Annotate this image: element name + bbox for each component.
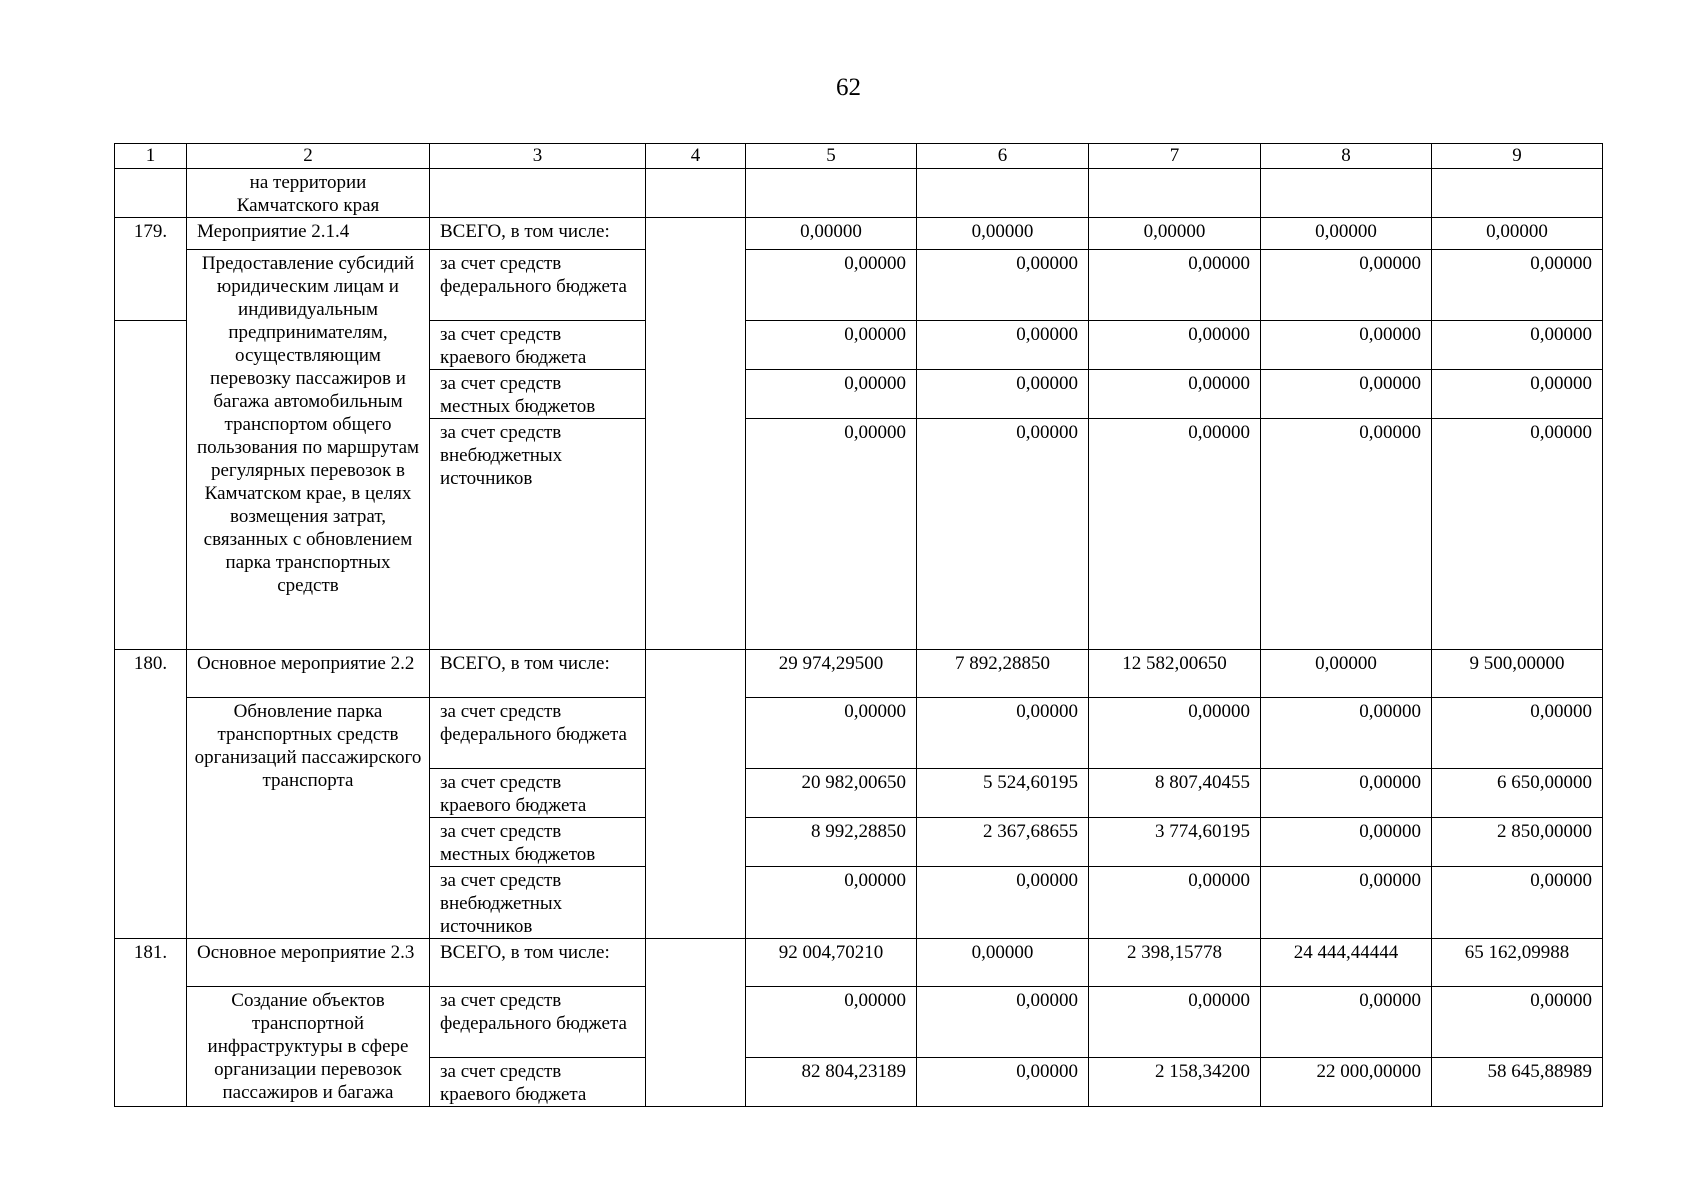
value-cell: 2 850,00000 bbox=[1432, 818, 1603, 867]
value-cell: 0,00000 bbox=[1089, 321, 1261, 370]
column-number: 1 bbox=[115, 144, 187, 169]
value-cell: 8 807,40455 bbox=[1089, 769, 1261, 818]
value-cell: 0,00000 bbox=[746, 867, 917, 939]
total-value: 0,00000 bbox=[917, 218, 1089, 250]
row-number: 180. bbox=[115, 650, 187, 939]
value-cell: 0,00000 bbox=[1089, 250, 1261, 321]
empty-cell bbox=[646, 218, 746, 650]
total-value: 2 398,15778 bbox=[1089, 939, 1261, 987]
total-value: 65 162,09988 bbox=[1432, 939, 1603, 987]
total-label: ВСЕГО, в том числе: bbox=[430, 939, 646, 987]
value-cell: 0,00000 bbox=[746, 419, 917, 650]
row-number: 179. bbox=[115, 218, 187, 321]
total-value: 0,00000 bbox=[746, 218, 917, 250]
value-cell: 0,00000 bbox=[917, 987, 1089, 1058]
value-cell: 0,00000 bbox=[1089, 698, 1261, 769]
continuation-description bbox=[187, 169, 430, 218]
column-number: 2 bbox=[187, 144, 430, 169]
total-value: 7 892,28850 bbox=[917, 650, 1089, 698]
total-value: 24 444,44444 bbox=[1261, 939, 1432, 987]
value-cell: 0,00000 bbox=[917, 419, 1089, 650]
funding-source: за счет средств внебюджетных источников bbox=[430, 419, 646, 650]
empty-cell bbox=[646, 650, 746, 939]
value-cell: 0,00000 bbox=[917, 250, 1089, 321]
total-value: 92 004,70210 bbox=[746, 939, 917, 987]
column-number: 4 bbox=[646, 144, 746, 169]
column-number: 9 bbox=[1432, 144, 1603, 169]
total-value: 29 974,29500 bbox=[746, 650, 917, 698]
total-value: 9 500,00000 bbox=[1432, 650, 1603, 698]
funding-source: за счет средств местных бюджетов bbox=[430, 818, 646, 867]
value-cell: 5 524,60195 bbox=[917, 769, 1089, 818]
continuation-line: Камчатского края bbox=[236, 195, 380, 216]
value-cell: 0,00000 bbox=[1089, 987, 1261, 1058]
value-cell: 0,00000 bbox=[1089, 370, 1261, 419]
value-cell: 58 645,88989 bbox=[1432, 1058, 1603, 1107]
value-cell: 22 000,00000 bbox=[1261, 1058, 1432, 1107]
total-value: 12 582,00650 bbox=[1089, 650, 1261, 698]
value-cell: 0,00000 bbox=[1261, 698, 1432, 769]
value-cell: 0,00000 bbox=[1261, 250, 1432, 321]
value-cell: 0,00000 bbox=[1261, 818, 1432, 867]
column-number: 3 bbox=[430, 144, 646, 169]
value-cell: 0,00000 bbox=[1261, 987, 1432, 1058]
value-cell: 0,00000 bbox=[1432, 250, 1603, 321]
value-cell: 6 650,00000 bbox=[1432, 769, 1603, 818]
total-row bbox=[115, 218, 1603, 250]
continuation-line: на территории bbox=[249, 172, 367, 193]
value-cell: 3 774,60195 bbox=[1089, 818, 1261, 867]
measure-name: Основное мероприятие 2.3 bbox=[187, 939, 430, 987]
value-cell: 0,00000 bbox=[746, 370, 917, 419]
total-value: 0,00000 bbox=[1089, 218, 1261, 250]
value-cell: 20 982,00650 bbox=[746, 769, 917, 818]
total-value: 0,00000 bbox=[1261, 218, 1432, 250]
measure-name: Мероприятие 2.1.4 bbox=[187, 218, 430, 250]
measure-name: Основное мероприятие 2.2 bbox=[187, 650, 430, 698]
source-row bbox=[115, 698, 1603, 769]
value-cell: 0,00000 bbox=[1432, 419, 1603, 650]
total-row bbox=[115, 939, 1603, 987]
value-cell: 0,00000 bbox=[1261, 321, 1432, 370]
measure-description: Обновление парка транспортных средств организаций пассажирского транспорта bbox=[187, 698, 430, 939]
value-cell: 8 992,28850 bbox=[746, 818, 917, 867]
empty-cell bbox=[646, 939, 746, 1107]
funding-source: за счет средств федерального бюджета bbox=[430, 987, 646, 1058]
value-cell: 0,00000 bbox=[1261, 370, 1432, 419]
value-cell: 0,00000 bbox=[1432, 867, 1603, 939]
source-row bbox=[115, 987, 1603, 1058]
value-cell: 0,00000 bbox=[917, 321, 1089, 370]
funding-source: за счет средств краевого бюджета bbox=[430, 769, 646, 818]
value-cell: 0,00000 bbox=[1432, 370, 1603, 419]
measure-description: Предоставление субсидий юридическим лицам и индивидуальным предпринимателям, осуществляющим перевозку пассажиров и багажа автомобильным транспортом общего пользования по маршрутам регулярных перевозок в Камчатском крае, в целях возмещения затрат, связанных с обновлением парка транспортных средств bbox=[187, 250, 430, 650]
page-number: 62 bbox=[836, 74, 861, 101]
value-cell: 0,00000 bbox=[917, 370, 1089, 419]
value-cell: 0,00000 bbox=[917, 867, 1089, 939]
column-number: 8 bbox=[1261, 144, 1432, 169]
funding-source: за счет средств местных бюджетов bbox=[430, 370, 646, 419]
total-value: 0,00000 bbox=[1261, 650, 1432, 698]
value-cell: 0,00000 bbox=[1261, 769, 1432, 818]
column-number: 5 bbox=[746, 144, 917, 169]
total-label: ВСЕГО, в том числе: bbox=[430, 218, 646, 250]
value-cell: 82 804,23189 bbox=[746, 1058, 917, 1107]
value-cell: 0,00000 bbox=[746, 987, 917, 1058]
funding-source: за счет средств краевого бюджета bbox=[430, 1058, 646, 1107]
total-value: 0,00000 bbox=[917, 939, 1089, 987]
value-cell: 2 158,34200 bbox=[1089, 1058, 1261, 1107]
budget-table bbox=[114, 143, 1603, 1107]
value-cell: 0,00000 bbox=[746, 698, 917, 769]
source-row bbox=[115, 250, 1603, 321]
value-cell: 0,00000 bbox=[1261, 419, 1432, 650]
value-cell: 0,00000 bbox=[1261, 867, 1432, 939]
funding-source: за счет средств внебюджетных источников bbox=[430, 867, 646, 939]
row-number: 181. bbox=[115, 939, 187, 1107]
value-cell: 2 367,68655 bbox=[917, 818, 1089, 867]
measure-description: Создание объектов транспортной инфраструктуры в сфере организации перевозок пассажиров и багажа bbox=[187, 987, 430, 1107]
value-cell: 0,00000 bbox=[1089, 419, 1261, 650]
value-cell: 0,00000 bbox=[917, 1058, 1089, 1107]
value-cell: 0,00000 bbox=[1432, 698, 1603, 769]
total-value: 0,00000 bbox=[1432, 218, 1603, 250]
value-cell: 0,00000 bbox=[1432, 987, 1603, 1058]
continuation-row bbox=[115, 169, 1603, 218]
value-cell: 0,00000 bbox=[746, 250, 917, 321]
total-row bbox=[115, 650, 1603, 698]
value-cell: 0,00000 bbox=[917, 698, 1089, 769]
funding-source: за счет средств федерального бюджета bbox=[430, 698, 646, 769]
column-number: 7 bbox=[1089, 144, 1261, 169]
value-cell: 0,00000 bbox=[1432, 321, 1603, 370]
funding-source: за счет средств федерального бюджета bbox=[430, 250, 646, 321]
column-number-row bbox=[115, 144, 1603, 169]
total-label: ВСЕГО, в том числе: bbox=[430, 650, 646, 698]
column-number: 6 bbox=[917, 144, 1089, 169]
funding-source: за счет средств краевого бюджета bbox=[430, 321, 646, 370]
value-cell: 0,00000 bbox=[746, 321, 917, 370]
value-cell: 0,00000 bbox=[1089, 867, 1261, 939]
